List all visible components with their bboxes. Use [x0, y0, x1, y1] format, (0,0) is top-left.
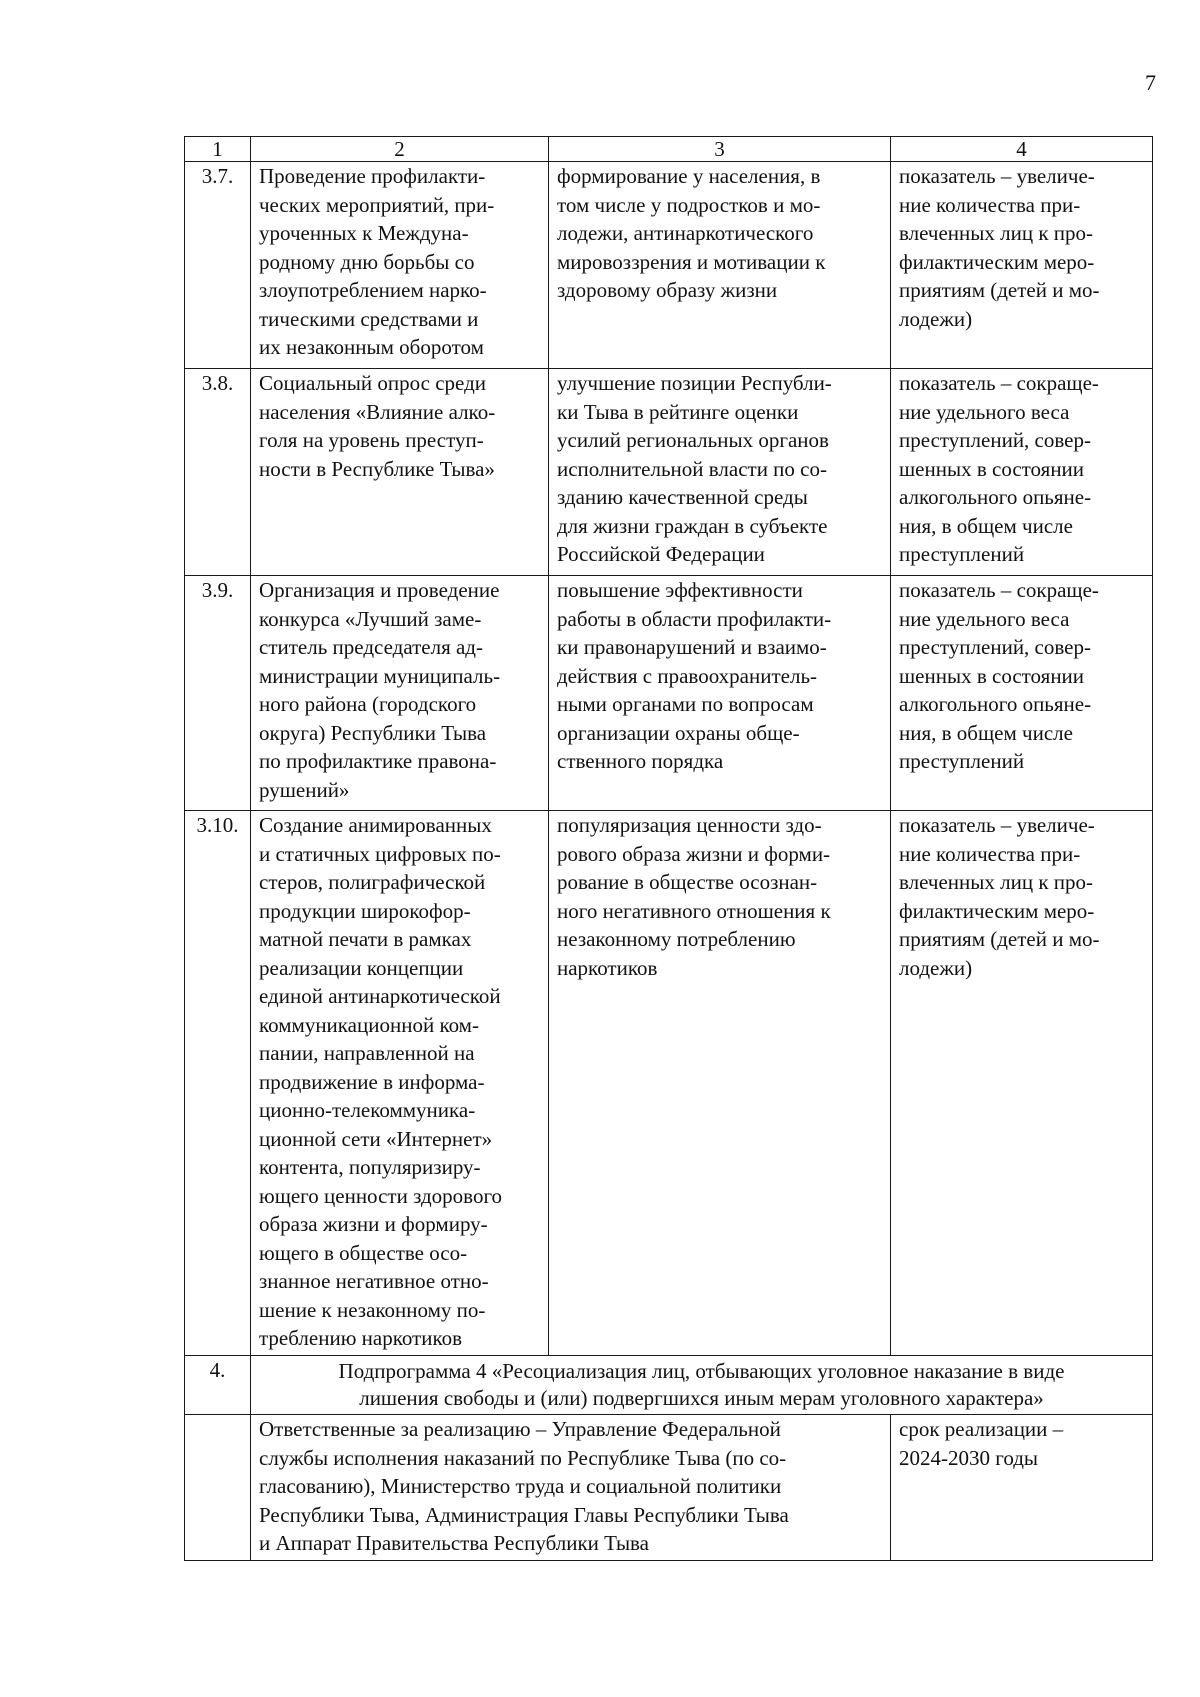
section-title: Подпрограмма 4 «Ресоциализация лиц, отбывающих уголовное наказание в виде лишения свободы и (или) подвергшихся иным мерам уголовного характера»: [251, 1356, 1153, 1415]
measures-table: [184, 136, 1153, 1561]
responsible-row: [185, 1415, 1153, 1561]
section-number: 4.: [185, 1356, 251, 1415]
row-number: 3.8.: [185, 369, 251, 576]
section-row: [185, 1356, 1153, 1415]
activity-cell: Проведение профилакти- ческих мероприятий, при- уроченных к Междуна- родному дню борьбы со злоупотреблением нарко- тическими средствами и их незаконным оборотом: [251, 162, 549, 369]
indicator-cell: показатель – увеличе- ние количества при- влеченных лиц к про- филактическим меро- приятиям (детей и мо- лодежи): [891, 811, 1153, 1356]
implementation-term: срок реализации – 2024-2030 годы: [891, 1415, 1153, 1561]
activity-cell: Создание анимированных и статичных цифровых по- стеров, полиграфической продукции широкофор- матной печати в рамках реализации концепции единой антинаркотической коммуникационной ком- пании, направленной на продвижение в информа- ционно-телекоммуника- ционной сети «Интернет» контента, популяризиру- ющего ценности здорового образа жизни и формиру- ющего в обществе осо- знанное негативное отно- шение к незаконному по- треблению наркотиков: [251, 811, 549, 1356]
activity-cell: Организация и проведение конкурса «Лучший заме- ститель председателя ад- министрации муниципаль- ного района (городского округа) Республики Тыва по профилактике правона- рушений»: [251, 576, 549, 811]
table-row: [185, 811, 1153, 1356]
row-number: 3.10.: [185, 811, 251, 1356]
row-number: 3.9.: [185, 576, 251, 811]
column-header: 3: [549, 137, 891, 162]
indicator-cell: показатель – увеличе- ние количества при- влеченных лиц к про- филактическим меро- приятиям (детей и мо- лодежи): [891, 162, 1153, 369]
table-header-row: [185, 137, 1153, 162]
table-row: [185, 576, 1153, 811]
result-cell: улучшение позиции Республи- ки Тыва в рейтинге оценки усилий региональных органов исполнительной власти по со- зданию качественной среды для жизни граждан в субъекте Российской Федерации: [549, 369, 891, 576]
indicator-cell: показатель – сокраще- ние удельного веса преступлений, совер- шенных в состоянии алкогольного опьяне- ния, в общем числе преступлений: [891, 369, 1153, 576]
indicator-cell: показатель – сокраще- ние удельного веса преступлений, совер- шенных в состоянии алкогольного опьяне- ния, в общем числе преступлений: [891, 576, 1153, 811]
result-cell: формирование у населения, в том числе у подростков и мо- лодежи, антинаркотического мировоззрения и мотивации к здоровому образу жизни: [549, 162, 891, 369]
activity-cell: Социальный опрос среди населения «Влияние алко- голя на уровень преступ- ности в Республике Тыва»: [251, 369, 549, 576]
responsible-text: Ответственные за реализацию – Управление Федеральной службы исполнения наказаний по Республике Тыва (по со- гласованию), Министерство труда и социальной политики Республики Тыва, Администрация Главы Республики Тыва и Аппарат Правительства Республики Тыва: [251, 1415, 891, 1561]
table-row: [185, 162, 1153, 369]
row-number: 3.7.: [185, 162, 251, 369]
column-header: 1: [185, 137, 251, 162]
empty-cell: [185, 1415, 251, 1561]
column-header: 4: [891, 137, 1153, 162]
page-number: 7: [1145, 70, 1156, 95]
column-header: 2: [251, 137, 549, 162]
table-row: [185, 369, 1153, 576]
result-cell: популяризация ценности здо- рового образа жизни и форми- рование в обществе осознан- ного негативного отношения к незаконному потреблению наркотиков: [549, 811, 891, 1356]
result-cell: повышение эффективности работы в области профилакти- ки правонарушений и взаимо- действия с правоохранитель- ными органами по вопросам организации охраны обще- ственного порядка: [549, 576, 891, 811]
